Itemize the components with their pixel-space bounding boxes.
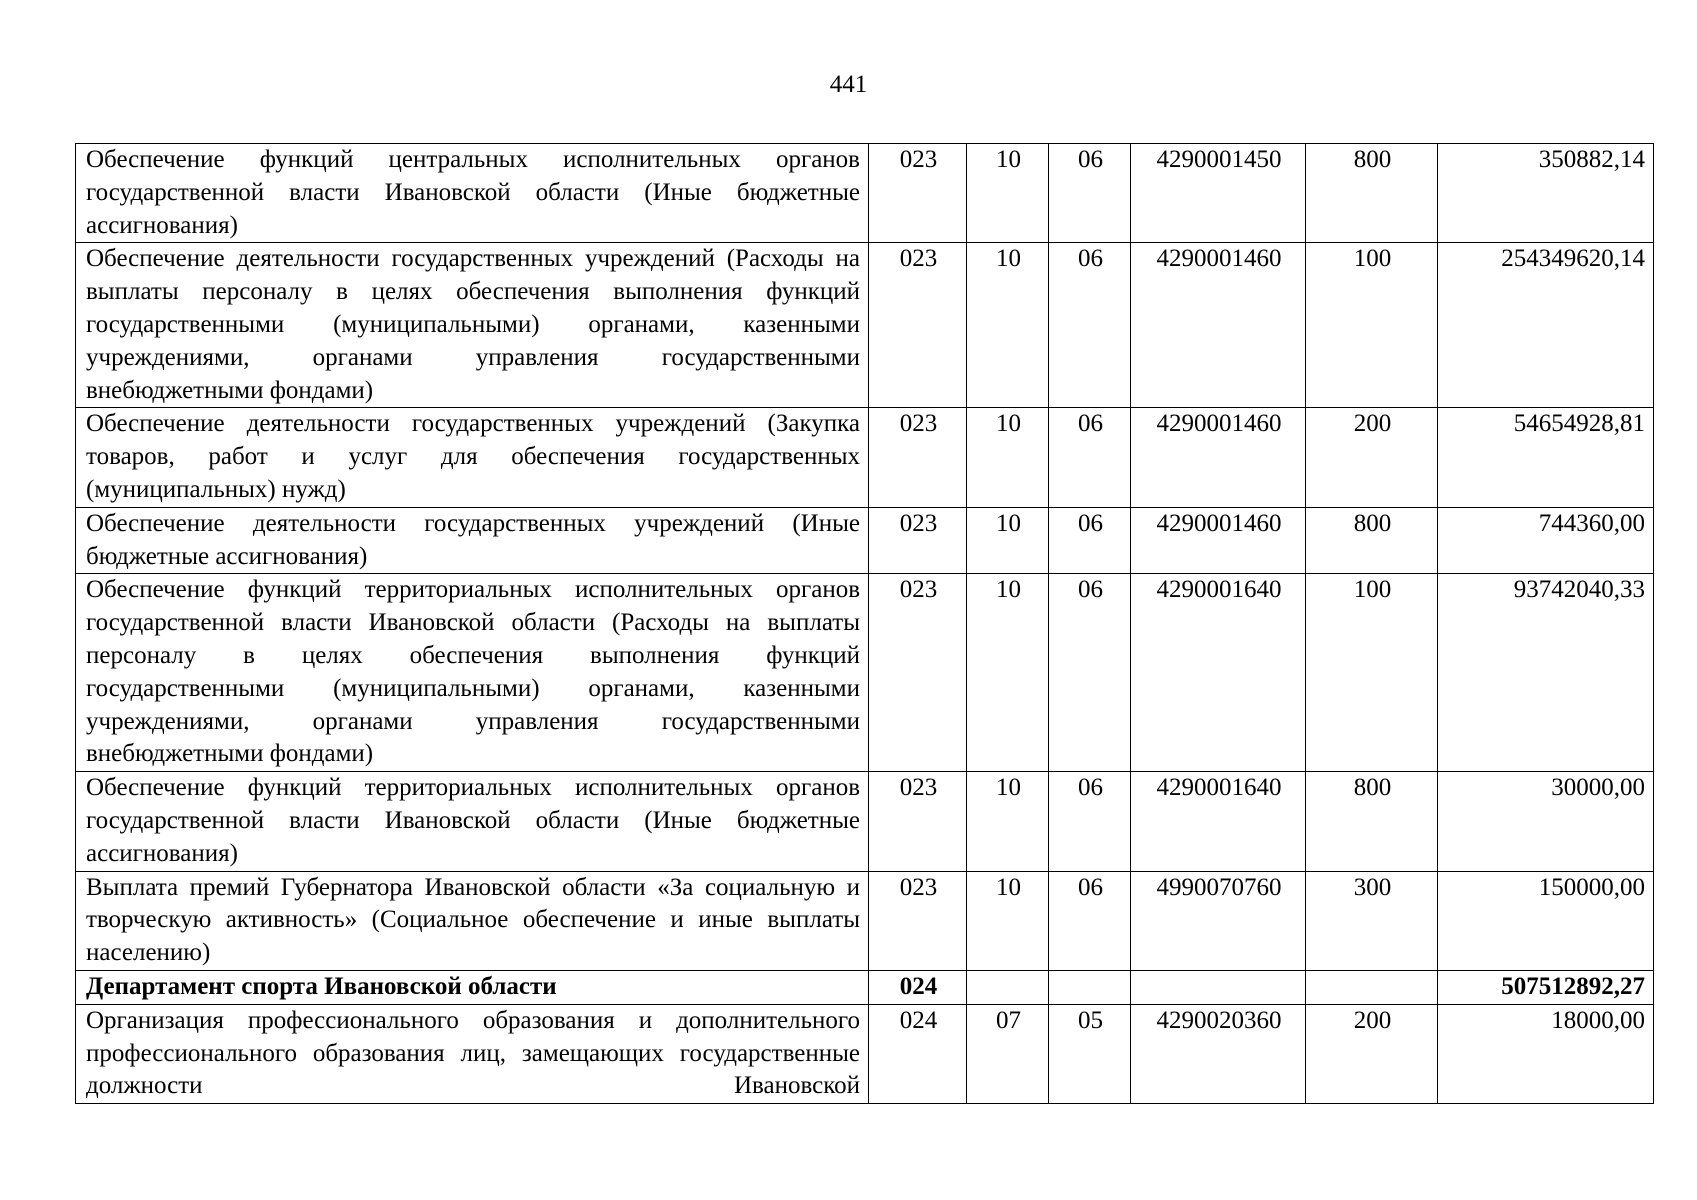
row-sum: 507512892,27 <box>1438 970 1654 1004</box>
row-vr: 100 <box>1306 574 1438 772</box>
table-row <box>76 574 1654 772</box>
row-sum: 54654928,81 <box>1438 408 1654 507</box>
row-rz: 10 <box>967 144 1049 243</box>
row-csr <box>1131 970 1306 1004</box>
row-csr: 4290001460 <box>1131 243 1306 408</box>
row-csr: 4990070760 <box>1131 871 1306 970</box>
row-vr: 300 <box>1306 871 1438 970</box>
row-pr: 06 <box>1049 243 1131 408</box>
table-row <box>76 408 1654 507</box>
row-pr: 06 <box>1049 871 1131 970</box>
table-row-section-header <box>76 970 1654 1004</box>
row-pr: 06 <box>1049 507 1131 574</box>
budget-table <box>75 143 1654 1104</box>
table-row <box>76 772 1654 871</box>
row-ved: 023 <box>869 871 967 970</box>
row-pr: 05 <box>1049 1004 1131 1103</box>
row-name: Обеспечение деятельности государственных учреждений (Закупка товаров, работ и услуг для обеспечения государственных (муниципальных) нужд) <box>76 408 869 507</box>
row-ved: 024 <box>869 1004 967 1103</box>
row-csr: 4290001640 <box>1131 574 1306 772</box>
row-pr: 06 <box>1049 144 1131 243</box>
row-name: Выплата премий Губернатора Ивановской области «За социальную и творческую активность» (Социальное обеспечение и иные выплаты населению) <box>76 871 869 970</box>
row-ved: 023 <box>869 408 967 507</box>
row-vr <box>1306 970 1438 1004</box>
row-sum: 744360,00 <box>1438 507 1654 574</box>
row-rz: 10 <box>967 243 1049 408</box>
row-ved: 023 <box>869 507 967 574</box>
row-pr: 06 <box>1049 408 1131 507</box>
row-csr: 4290001450 <box>1131 144 1306 243</box>
row-rz: 10 <box>967 871 1049 970</box>
row-vr: 100 <box>1306 243 1438 408</box>
row-ved: 023 <box>869 243 967 408</box>
row-rz: 10 <box>967 772 1049 871</box>
row-csr: 4290001460 <box>1131 408 1306 507</box>
row-ved: 023 <box>869 772 967 871</box>
row-pr: 06 <box>1049 574 1131 772</box>
row-pr <box>1049 970 1131 1004</box>
row-name: Обеспечение деятельности государственных учреждений (Иные бюджетные ассигнования) <box>76 507 869 574</box>
row-rz: 10 <box>967 408 1049 507</box>
row-rz: 07 <box>967 1004 1049 1103</box>
row-sum: 18000,00 <box>1438 1004 1654 1103</box>
table-row <box>76 507 1654 574</box>
row-ved: 024 <box>869 970 967 1004</box>
row-sum: 30000,00 <box>1438 772 1654 871</box>
table-row <box>76 871 1654 970</box>
table-row <box>76 1004 1654 1103</box>
row-rz: 10 <box>967 507 1049 574</box>
row-ved: 023 <box>869 144 967 243</box>
row-csr: 4290020360 <box>1131 1004 1306 1103</box>
table-row <box>76 144 1654 243</box>
row-vr: 200 <box>1306 408 1438 507</box>
row-name: Обеспечение функций территориальных исполнительных органов государственной власти Ивановской области (Расходы на выплаты персоналу в целях обеспечения выполнения функций государственными (муниципальными) органами, казенными учреждениями, органами управления государственными внебюджетными фондами) <box>76 574 869 772</box>
row-vr: 800 <box>1306 772 1438 871</box>
row-vr: 800 <box>1306 144 1438 243</box>
row-sum: 254349620,14 <box>1438 243 1654 408</box>
row-name: Организация профессионального образования и дополнительного профессионального образования лиц, замещающих государственные должности Ивановской <box>76 1004 869 1103</box>
row-sum: 150000,00 <box>1438 871 1654 970</box>
page-number: 441 <box>829 71 868 98</box>
row-name: Департамент спорта Ивановской области <box>76 970 869 1004</box>
row-csr: 4290001460 <box>1131 507 1306 574</box>
row-name: Обеспечение функций территориальных исполнительных органов государственной власти Ивановской области (Иные бюджетные ассигнования) <box>76 772 869 871</box>
row-pr: 06 <box>1049 772 1131 871</box>
row-name: Обеспечение деятельности государственных учреждений (Расходы на выплаты персоналу в целях обеспечения выполнения функций государственными (муниципальными) органами, казенными учреждениями, органами управления государственными внебюджетными фондами) <box>76 243 869 408</box>
row-vr: 800 <box>1306 507 1438 574</box>
row-ved: 023 <box>869 574 967 772</box>
table-row <box>76 243 1654 408</box>
row-rz: 10 <box>967 574 1049 772</box>
row-rz <box>967 970 1049 1004</box>
row-csr: 4290001640 <box>1131 772 1306 871</box>
row-vr: 200 <box>1306 1004 1438 1103</box>
row-sum: 350882,14 <box>1438 144 1654 243</box>
row-name: Обеспечение функций центральных исполнительных органов государственной власти Ивановской области (Иные бюджетные ассигнования) <box>76 144 869 243</box>
row-sum: 93742040,33 <box>1438 574 1654 772</box>
